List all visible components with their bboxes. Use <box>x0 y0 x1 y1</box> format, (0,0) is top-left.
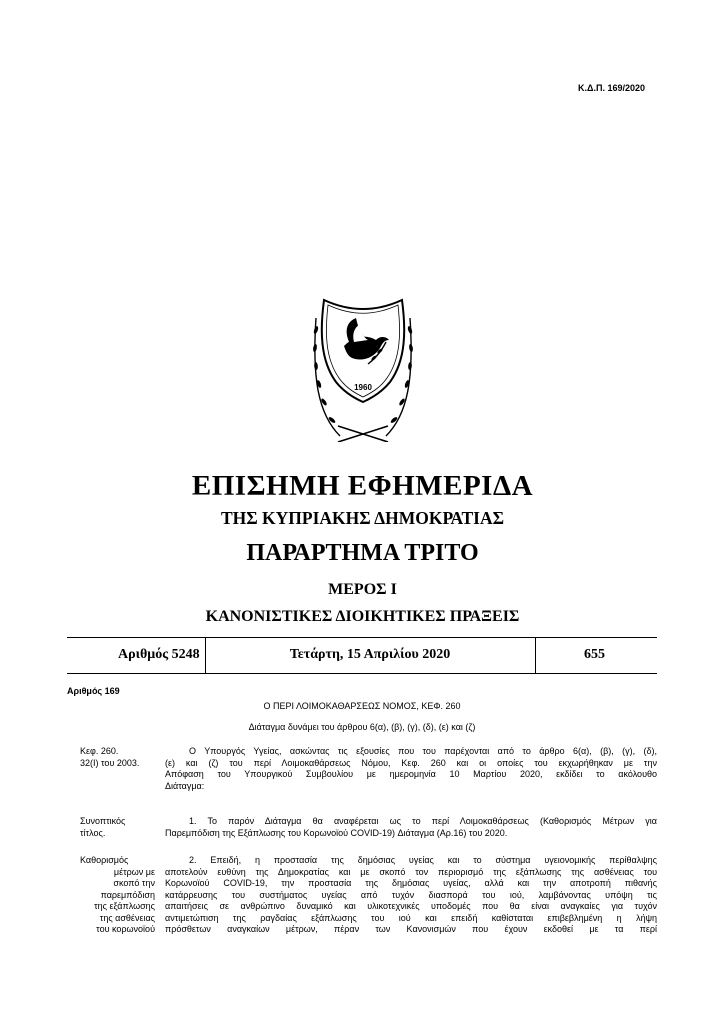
margin-note-line: του κορωνοϊού <box>96 924 155 934</box>
paragraph-line: κατάρρευσης του συστήματος υγείας από τυχόν διασπορά του ιού, λαμβάνοντας υπόψη τις <box>165 889 657 900</box>
issue-bar-top-rule <box>67 637 657 638</box>
paragraph-line: (ε) και (ζ) του περί Λοιμοκαθάρσεως Νόμου, Κεφ. 260 και οι οποίες του εκχωρήθηκαν με την <box>165 757 657 768</box>
margin-note-line: της εξάπλωσης <box>94 901 155 911</box>
margin-note-line: παρεμπόδιση <box>100 889 155 900</box>
paragraph-line: Παρεμπόδιση της Εξάπλωσης του Κορωνοϊού COVID-19) Διάταγμα (Αρ.16) του 2020. <box>165 827 508 838</box>
part-title: ΜΕΡΟΣ Ι <box>328 581 397 598</box>
paragraph-line: Απόφαση του Υπουργικού Συμβουλίου με ημερομηνία 10 Μαρτίου 2020, εκδίδει το ακόλουθο <box>165 769 657 779</box>
preamble-paragraph <box>165 746 657 792</box>
margin-note-line: Συνοπτικός <box>80 816 126 826</box>
margin-note <box>80 816 155 839</box>
paragraph-line: Διάταγμα: <box>165 780 205 791</box>
gazette-subtitle: ΤΗΣ ΚΥΠΡΙΑΚΗΣ ΔΗΜΟΚΡΑΤΙΑΣ <box>220 508 505 528</box>
paragraph-line: 1. Το παρόν Διάταγμα θα αναφέρεται ως το περί Λοιμοκαθάρσεως (Καθορισμός Μέτρων για <box>189 816 657 826</box>
margin-note-line: σκοπό την <box>113 878 155 888</box>
paragraph-line: Ο Υπουργός Υγείας, ασκώντας τις εξουσίες που του παρέχονται από το άρθρο 6(α), (β), (γ), (δ), <box>189 746 657 756</box>
page-number: 655 <box>584 647 605 662</box>
paragraph-line: 2. Επειδή, η προστασία της δημόσιας υγείας και το σύστημα υγειονομικής περίθαλψης <box>189 855 657 865</box>
order-basis: Διάταγμα δυνάμει του άρθρου 6(α), (β), (γ), (δ), (ε) και (ζ) <box>248 722 476 732</box>
margin-note-line: Καθορισμός <box>80 855 129 865</box>
svg-text:1960: 1960 <box>354 383 372 392</box>
paragraph-line: πρόσθετων αναγκαίων μέτρων, πέραν των Κανονισμών που έχουν εκδοθεί με τα περί <box>165 924 657 934</box>
margin-note-line: τίτλος. <box>80 827 106 838</box>
document-number: Αριθμός 169 <box>67 686 120 696</box>
issue-number: Αριθμός 5248 <box>118 647 200 662</box>
law-title: Ο ΠΕΡΙ ΛΟΙΜΟΚΑΘΑΡΣΕΩΣ ΝΟΜΟΣ, ΚΕΦ. 260 <box>263 701 461 711</box>
paragraph-line: αποτελούν ευθύνη της Δημοκρατίας και με σκοπό τον περιορισμό της εξάπλωσης της ασθένειας του <box>165 866 657 877</box>
margin-note-line: 32(Ι) του 2003. <box>80 757 140 768</box>
paragraph-line: Κορωνοϊού COVID-19, την προστασία της δημόσιας υγείας, αλλά και την αποτροπή πιθανής <box>165 878 657 888</box>
issue-bar-divider <box>535 638 536 674</box>
margin-note <box>80 746 155 769</box>
paragraph-line: αντιμετώπιση της ραγδαίας εξάπλωσης του ιού και επειδή καθίσταται επιβεβλημένη η λήψη <box>165 912 657 923</box>
gazette-title: ΕΠΙΣΗΜΗ ΕΦΗΜΕΡΙΔΑ <box>191 470 534 502</box>
cyprus-coat-of-arms-icon <box>310 278 416 442</box>
margin-note <box>72 855 155 936</box>
supplement-title: ΠΑΡΑΡΤΗΜΑ ΤΡΙΤΟ <box>246 540 479 566</box>
paragraph-line: απαιτήσεις σε ανθρώπινο δυναμικό και υλικοτεχνικές υποδομές που θα είναι αναγκαίες για τυχόν <box>165 901 657 911</box>
section-1-paragraph <box>165 816 657 839</box>
margin-note-line: της ασθένειας <box>99 912 155 923</box>
category-title: ΚΑΝΟΝΙΣΤΙΚΕΣ ΔΙΟΙΚΗΤΙΚΕΣ ΠΡΑΞΕΙΣ <box>205 608 520 625</box>
issue-date: Τετάρτη, 15 Απριλίου 2020 <box>289 647 451 662</box>
gazette-reference: Κ.Δ.Π. 169/2020 <box>577 83 645 93</box>
section-2-paragraph <box>165 855 657 936</box>
issue-bar-bottom-rule <box>67 673 657 674</box>
margin-note-line: μέτρων με <box>113 866 155 877</box>
margin-note-line: Κεφ. 260. <box>80 746 119 756</box>
